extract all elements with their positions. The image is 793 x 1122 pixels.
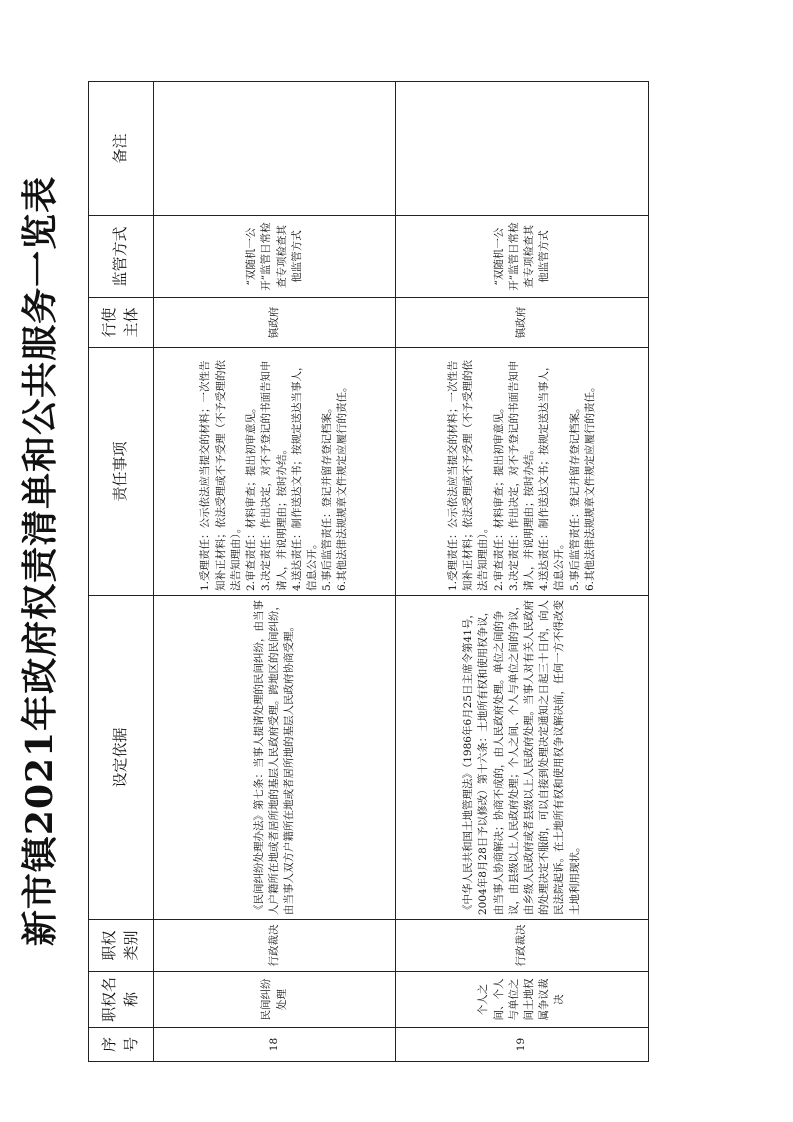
header-subject: 行使主体	[89, 298, 154, 348]
responsibility-item: 6.其他法律法规规章文件规定应履行的责任。	[583, 381, 596, 591]
cell-subject: 镇政府	[396, 298, 649, 348]
cell-remark	[154, 82, 396, 216]
cell-category: 行政裁决	[396, 920, 649, 972]
cell-seq: 18	[154, 1028, 396, 1062]
responsibility-item: 2.审查责任：材料审查；提出初审意见。	[245, 402, 258, 591]
table-header-row	[89, 82, 154, 1062]
cell-name: 个人之间、个人与单位之间土地权属争议裁决	[396, 972, 649, 1028]
responsibility-item: 3.决定责任：作出决定，对不予登记的书面告知申请人，并说明理由；按时办结。	[507, 360, 535, 591]
responsibility-item: 5.事后监管责任：登记并留存登记档案。	[568, 402, 581, 591]
responsibility-item: 1.受理责任：公示依法应当提交的材料；一次性告知补正材料；依法受理或不予受理（不予受理的依法告知理由）。	[199, 360, 242, 591]
cell-supervision: “双随机一公开”监管日常检查专项检查其他监管方式	[154, 216, 396, 298]
responsibility-item: 3.决定责任：作出决定，对不予登记的书面告知申请人，并说明理由；按时办结。	[260, 360, 288, 591]
table-row	[396, 82, 649, 1062]
responsibility-item: 4.送达责任：制作送达文书；按规定送达当事人，信息公开。	[538, 360, 566, 591]
header-name: 职权名称	[89, 972, 154, 1028]
header-remark: 备注	[89, 82, 154, 216]
responsibility-item: 6.其他法律法规规章文件规定应履行的责任。	[336, 381, 349, 591]
cell-responsibility	[154, 348, 396, 596]
responsibility-table	[88, 81, 649, 1062]
table-row	[154, 82, 396, 1062]
cell-supervision: “双随机一公开”监管日常检查专项检查其他监管方式	[396, 216, 649, 298]
cell-seq: 19	[396, 1028, 649, 1062]
responsibility-item: 4.送达责任：制作送达文书；按规定送达当事人，信息公开。	[290, 360, 318, 591]
cell-category: 行政裁决	[154, 920, 396, 972]
cell-subject: 镇政府	[154, 298, 396, 348]
header-supervision: 监管方式	[89, 216, 154, 298]
cell-responsibility	[396, 348, 649, 596]
cell-basis: 《民间纠纷处理办法》第七条：当事人提请处理的民间纠纷，由当事人户籍所在地或者居所地的基层人民政府受理。跨地区的民间纠纷，由当事人双方户籍所在地或者居所地的基层人民政府协商受理。	[154, 596, 396, 920]
header-category: 职权类别	[89, 920, 154, 972]
cell-basis: 《中华人民共和国土地管理法》（1986年6月25日主席令第41号，2004年8月28日予以修改）第十六条：土地所有权和使用权争议，由当事人协商解决；协商不成的，由人民政府处理。单位之间的争议，由县级以上人民政府处理；个人之间、个人与单位之间的争议，由乡级人民政府或者县级以上人民政府处理。当事人对有关人民政府的处理决定不服的，可以自接到处理决定通知之日起三十日内，向人民法院起诉。在土地所有权和使用权争议解决前，任何一方不得改变土地利用现状。	[396, 596, 649, 920]
page-title: 新市镇2021年政府权责清单和公共服务一览表	[19, 175, 61, 947]
header-seq: 序号	[89, 1028, 154, 1062]
responsibility-item: 2.审查责任：材料审查；提出初审意见。	[492, 402, 505, 591]
responsibility-item: 5.事后监管责任：登记并留存登记档案。	[321, 402, 334, 591]
cell-name: 民间纠纷处理	[154, 972, 396, 1028]
header-responsibility: 责任事项	[89, 348, 154, 596]
responsibility-item: 1.受理责任：公示依法应当提交的材料；一次性告知补正材料；依法受理或不予受理（不予受理的依法告知理由）。	[446, 360, 490, 591]
header-basis: 设定依据	[89, 596, 154, 920]
cell-remark	[396, 82, 649, 216]
